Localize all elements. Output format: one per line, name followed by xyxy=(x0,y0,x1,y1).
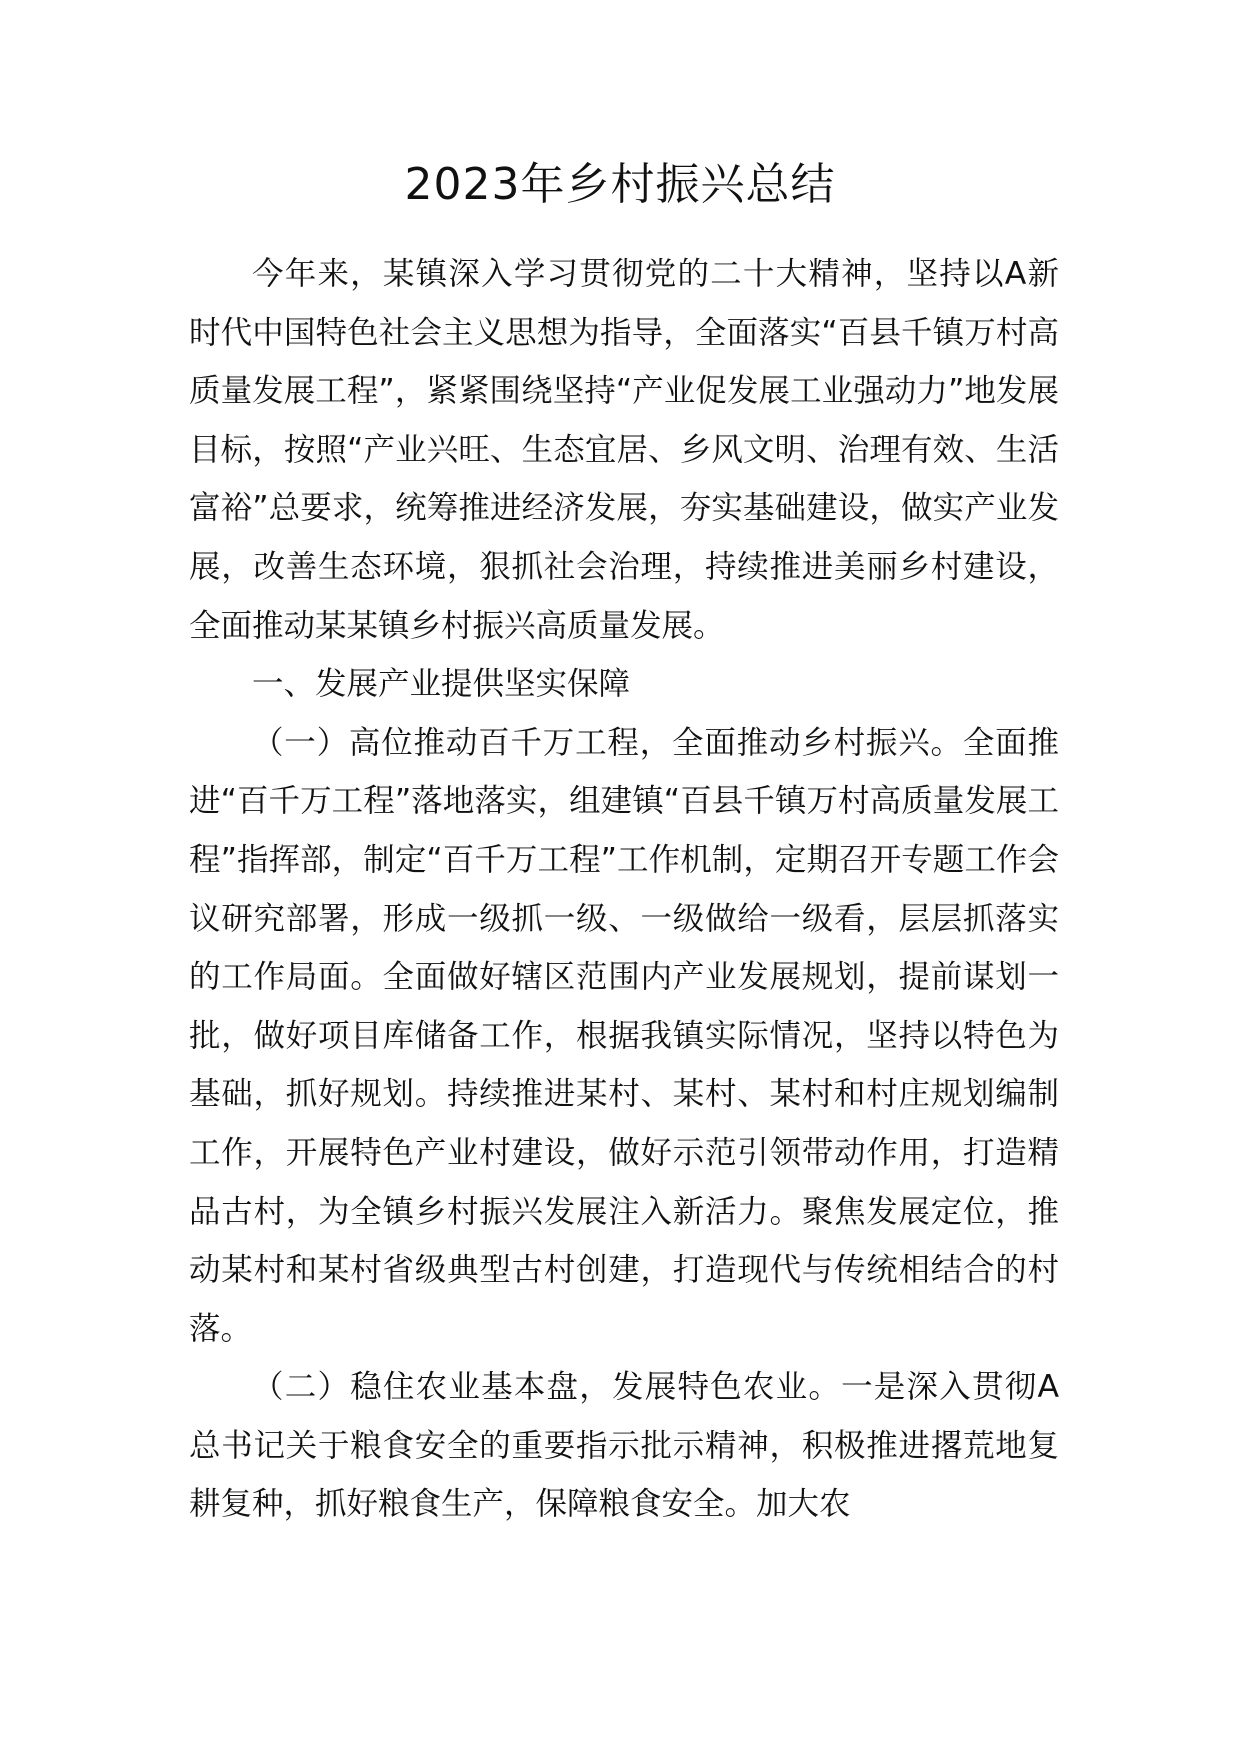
section-heading-1: 一、发展产业提供坚实保障 xyxy=(252,666,631,703)
paragraph-intro: 今年来，某镇深入学习贯彻党的二十大精神，坚持以A新时代中国特色社会主义思想为指导，全面落实“百县千镇万村高质量发展工程”，紧紧围绕坚持“产业促发展工业强动力”地发展目标，按照“产业兴旺、生态宜居、乡风文明、治理有效、生活富裕”总要求，统筹推进经济发展，夯实基础建设，做实产业发展，改善生态环境，狠抓社会治理，持续推进美丽乡村建设，全面推动某某镇乡村振兴高质量发展。 xyxy=(189,256,1059,644)
document-body xyxy=(189,245,1059,1534)
paragraph-subsection-2: （二）稳住农业基本盘，发展特色农业。一是深入贯彻A总书记关于粮食安全的重要指示批示精神，积极推进撂荒地复耕复种，抓好粮食生产，保障粮食安全。加大农 xyxy=(189,1369,1059,1523)
document-title: 2023年乡村振兴总结 xyxy=(404,159,836,210)
paragraph-subsection-1: （一）高位推动百千万工程，全面推动乡村振兴。全面推进“百千万工程”落地落实，组建镇“百县千镇万村高质量发展工程”指挥部，制定“百千万工程”工作机制，定期召开专题工作会议研究部署，形成一级抓一级、一级做给一级看，层层抓落实的工作局面。全面做好辖区范围内产业发展规划，提前谋划一批，做好项目库储备工作，根据我镇实际情况，坚持以特色为基础，抓好规划。持续推进某村、某村、某村和村庄规划编制工作，开展特色产业村建设，做好示范引领带动作用，打造精品古村，为全镇乡村振兴发展注入新活力。聚焦发展定位，推动某村和某村省级典型古村创建，打造现代与传统相结合的村落。 xyxy=(189,724,1059,1347)
